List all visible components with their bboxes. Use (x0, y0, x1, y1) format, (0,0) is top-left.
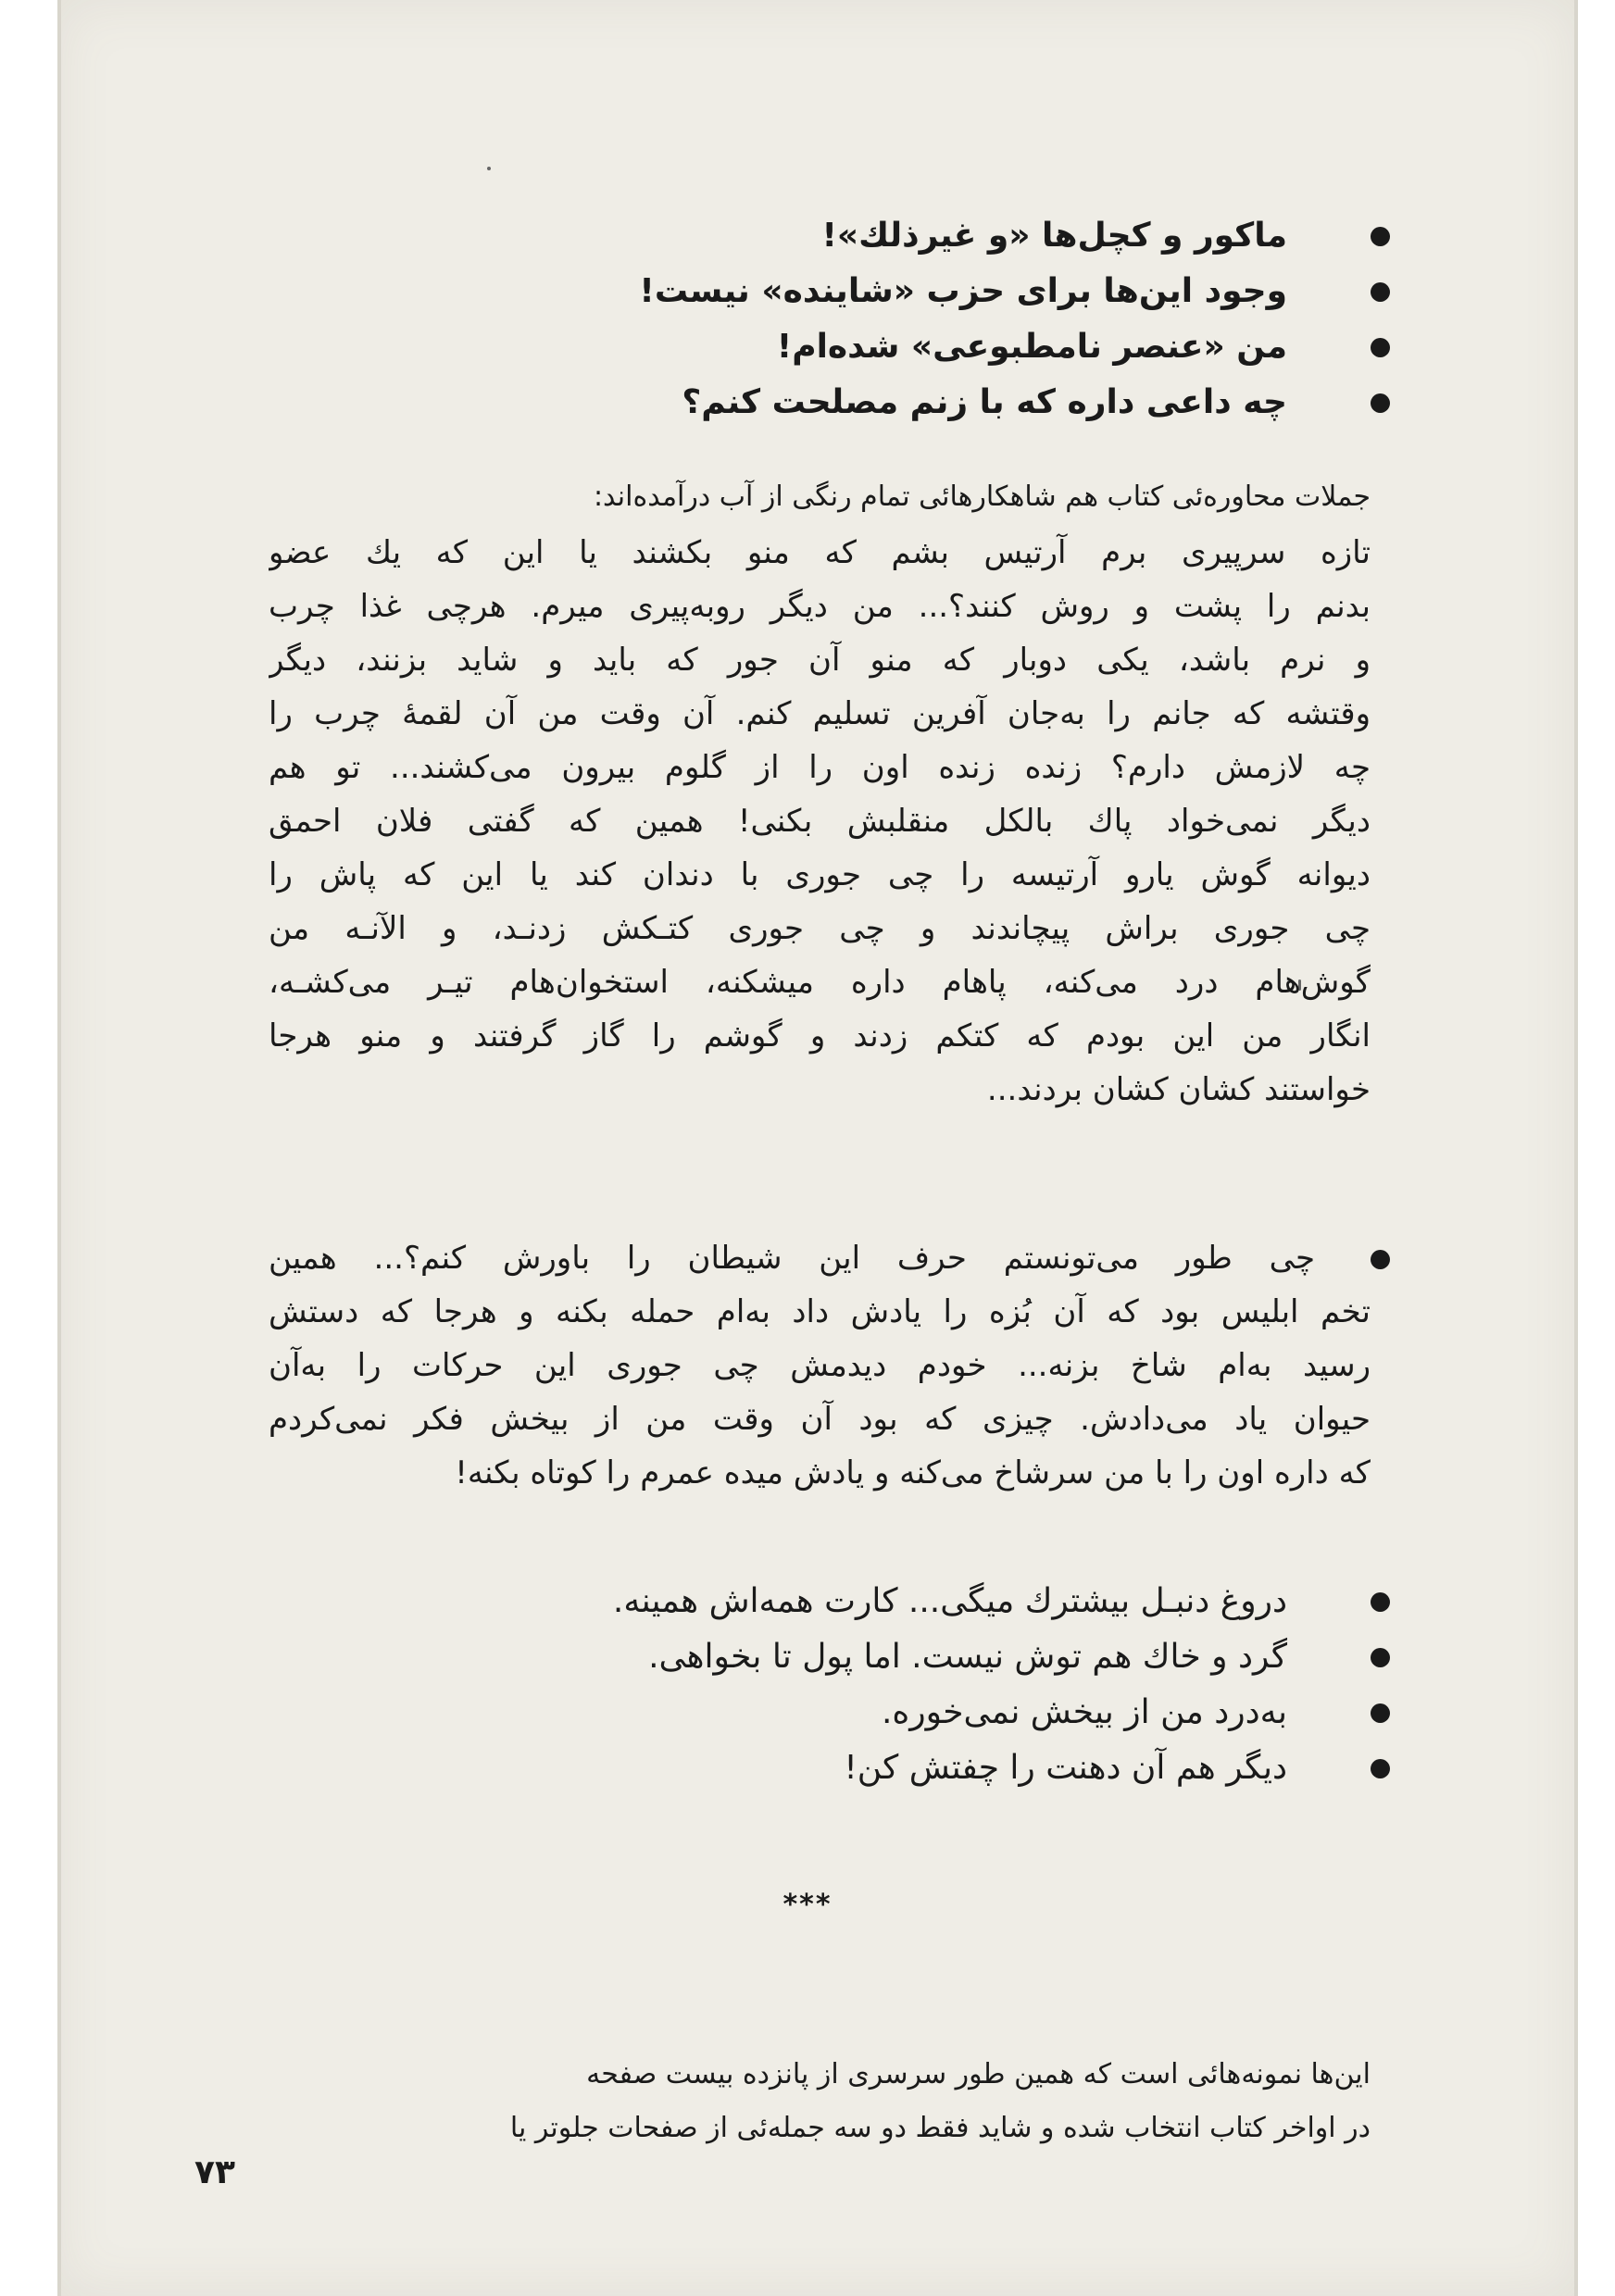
text-line: چی جوری براش پیچاندند و چی جوری کتـکش زدنـد، و الآنـه من (269, 910, 1371, 947)
bottom-bullet-list (269, 1574, 1371, 1796)
bullet-icon (1371, 1629, 1395, 1685)
bullet-icon (1371, 1574, 1395, 1629)
bullet-item (269, 375, 1371, 430)
page-number: ۷۳ (194, 2153, 235, 2191)
text-line: که داره اون را با من سرشاخ می‌کنه و یادش میده عمرم را کوتاه بکنه! (455, 1454, 1371, 1491)
bullet-item (269, 1574, 1371, 1629)
paragraph-1 (269, 526, 1371, 1128)
bullet-text: گرد و خاك هم توش نیست. اما پول تا بخواهی. (648, 1638, 1287, 1676)
bullet-item (269, 1741, 1371, 1796)
page-right-edge (1574, 0, 1578, 2296)
paper-speck (487, 167, 491, 170)
paragraph-1-body (269, 526, 1371, 1117)
bullet-icon (1371, 264, 1395, 319)
text-line: دیوانه گوش یارو آرتیسه را چی جوری با دندان کند یا این که پاش را (269, 856, 1371, 893)
text-line: حیوان یاد می‌دادش. چیزی که بود آن وقت من از بیخش فکر نمی‌کردم (269, 1401, 1371, 1438)
bullet-item (269, 1685, 1371, 1741)
text-line: و نرم باشد، یکی دوبار که منو آن جور که باید و شاید بزنند، دیگر (269, 642, 1371, 679)
footer-paragraph (269, 2048, 1371, 2159)
intro-block (269, 470, 1371, 524)
text-line: وقتشه که جانم را به‌جان آفرین تسلیم کنم. آن وقت من آن لقمهٔ چرب را (269, 695, 1371, 732)
page-left-edge (57, 0, 61, 2296)
bullet-item (269, 319, 1371, 375)
text-line: خواستند کشان کشان بردند... (986, 1071, 1371, 1108)
bullet-icon (1371, 375, 1395, 430)
bullet-icon (1371, 319, 1395, 375)
text-line: انگار من این بودم که کتکم زدند و گوشم را گاز گرفتند و منو هرجا (269, 1017, 1371, 1054)
text-line: رسید به‌ام شاخ بزنه... خودم دیدمش چی جوری این حرکات را به‌آن (269, 1347, 1371, 1384)
text-line: بدنم را پشت و روش کنند؟... من دیگر روبه‌پیری میرم. هرچی غذا چرب (269, 588, 1371, 625)
text-line: تازه سرپیری برم آرتیس بشم که منو بکشند یا این که یك عضو (269, 534, 1371, 571)
text-line: در اواخر کتاب انتخاب شده و شاید فقط دو سه جمله‌ئی از صفحات جلوتر یا (509, 2112, 1371, 2144)
bullet-text: چه داعی داره که با زنم مصلحت کنم؟ (682, 383, 1287, 421)
bullet-icon (1371, 208, 1395, 264)
text-line: گوش‌هام درد می‌کنه، پاهام داره میشکنه، استخوان‌هام تیـر می‌کشـه، (269, 964, 1371, 1001)
bullet-icon (1371, 1741, 1395, 1796)
bullet-text: من «عنصر نامطبوعی» شده‌ام! (776, 328, 1287, 366)
bullet-text: وجود این‌ها برای حزب «شاینده» نیست! (639, 272, 1287, 310)
text-line: این‌ها نمونه‌هائی است که همین طور سرسری از پانزده بیست صفحه (586, 2058, 1371, 2090)
bullet-text: دیگر هم آن دهنت را چفتش کن! (844, 1749, 1287, 1787)
bullet-icon (1371, 1685, 1395, 1741)
bullet-item (269, 208, 1371, 264)
section-separator: *** (782, 1889, 833, 1921)
bullet-item (269, 1629, 1371, 1685)
bullet-item (269, 264, 1371, 319)
bullet-text: دروغ دنبـل بیشترك میگی... کارت همه‌اش همینه. (612, 1582, 1287, 1620)
text-line: تخم ابلیس بود که آن بُزه را یادش داد به‌ام حمله بکنه و هرجا که دستش (269, 1293, 1371, 1330)
bullet-icon (1371, 1231, 1395, 1285)
intro-sentence: جملات محاوره‌ئی کتاب هم شاهکارهائی تمام رنگی از آب درآمده‌اند: (593, 480, 1371, 513)
text-line: چه لازمش دارم؟ زنده زنده اون را از گلوم بیرون می‌کشند... تو هم (269, 749, 1371, 786)
bullet-text: به‌درد من از بیخش نمی‌خوره. (881, 1693, 1287, 1731)
top-bullet-list (269, 208, 1371, 430)
text-line: دیگر نمی‌خواد پاك بالکل منقلبش بکنی! همین که گفتی فلان احمق (269, 803, 1371, 840)
paragraph-2 (269, 1231, 1371, 1509)
bullet-text: ماکور و کچل‌ها «و غیرذلك»! (821, 217, 1287, 255)
paragraph-2-body (269, 1231, 1371, 1500)
text-line: چی طور می‌تونستم حرف این شیطان را باورش کنم؟... همین (269, 1240, 1315, 1277)
